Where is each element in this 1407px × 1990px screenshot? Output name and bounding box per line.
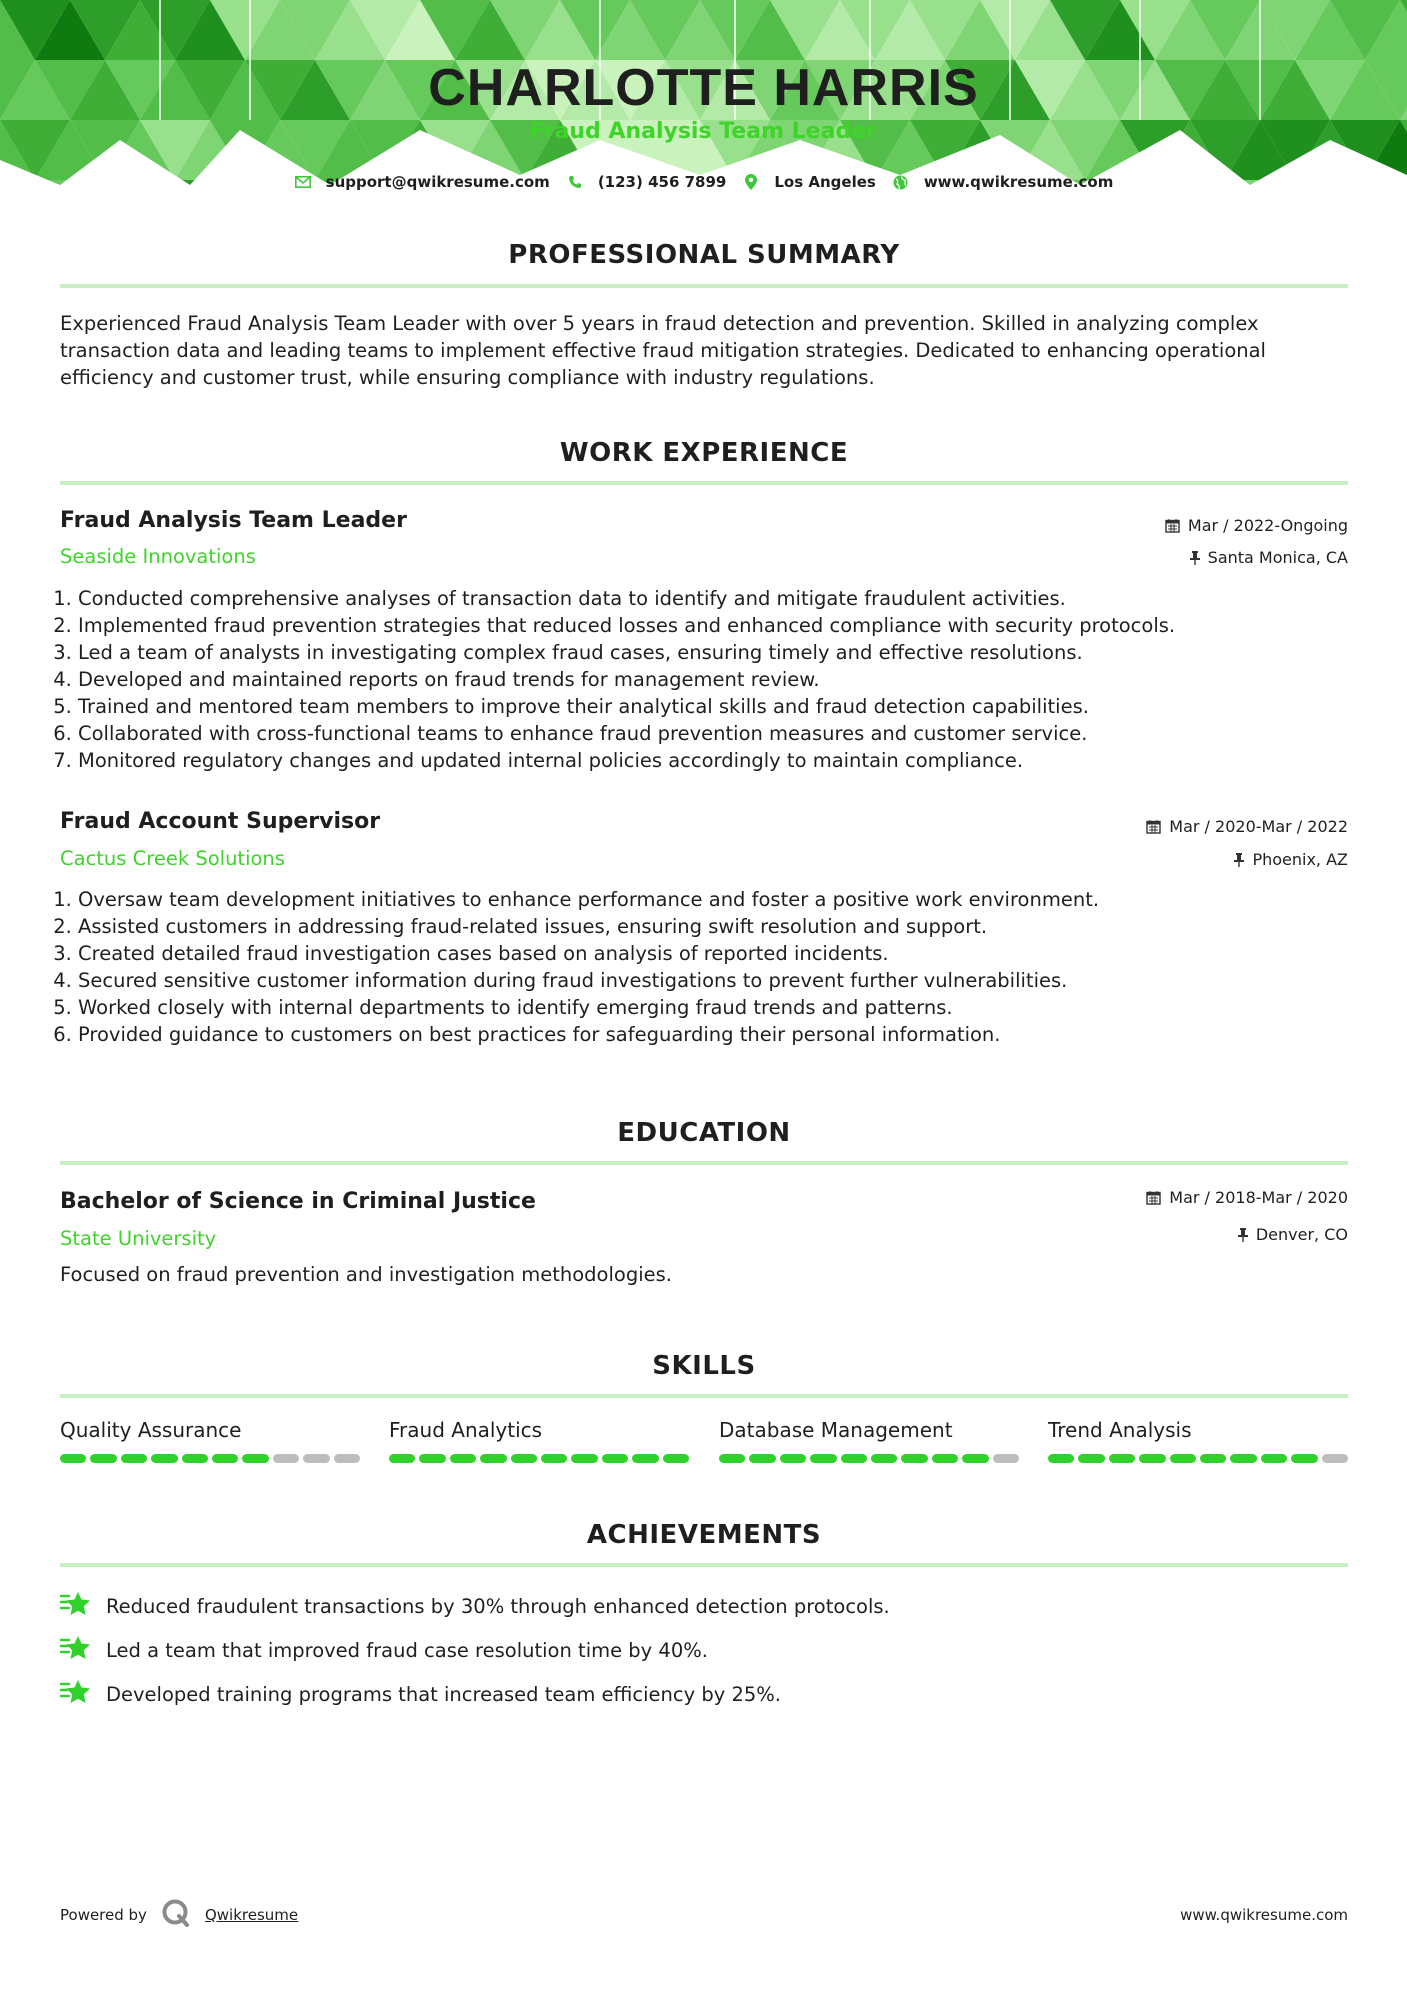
pushpin-icon [1234,853,1244,867]
pushpin-icon [1190,551,1200,565]
skill-segment-filled [419,1454,445,1463]
contact-website[interactable] [892,173,1114,191]
education-location [1238,1225,1348,1244]
footer-powered-by [60,1898,298,1932]
email-text: support@qwikresume.com [325,173,550,191]
skill-segment-filled [962,1454,988,1463]
skill-level-bar [719,1454,1019,1463]
list-item: 5. Trained and mentored team members to improve their analytical skills and fraud detection capabilities. [78,693,1348,720]
qwikresume-logo-icon [161,1898,191,1932]
job-dates [1146,817,1348,836]
list-item: 6. Provided guidance to customers on best practices for safeguarding their personal information. [78,1021,1348,1048]
school-name: State University [60,1227,217,1250]
skill-segment-filled [841,1454,867,1463]
skill-segment-filled [389,1454,415,1463]
phone-icon [566,173,584,191]
contact-bar [0,173,1407,191]
job-company: Seaside Innovations [60,545,256,568]
skill-segment-filled [511,1454,537,1463]
list-item: 6. Collaborated with cross-functional teams to enhance fraud prevention measures and customer service. [78,720,1348,747]
skill-item [719,1418,1019,1463]
candidate-role: Fraud Analysis Team Leader [530,119,877,144]
skill-level-bar [389,1454,689,1463]
skill-segment-filled [60,1454,86,1463]
summary-heading: PROFESSIONAL SUMMARY [508,240,900,270]
list-item: 3. Led a team of analysts in investigating complex fraud cases, ensuring timely and effective resolutions. [78,639,1348,666]
job-title: Fraud Account Supervisor [60,809,381,834]
skill-segment-filled [1291,1454,1317,1463]
list-item: 4. Developed and maintained reports on fraud trends for management review. [78,666,1348,693]
skill-segment-filled [632,1454,658,1463]
skill-segment-filled [602,1454,628,1463]
list-item: 2. Assisted customers in addressing fraud-related issues, ensuring swift resolution and support. [78,913,1348,940]
pushpin-icon [1238,1228,1248,1242]
job-dates-text: Mar / 2020-Mar / 2022 [1169,817,1348,836]
job-bullets [54,886,1348,1048]
education-dates [1146,1188,1348,1207]
experience-heading: WORK EXPERIENCE [559,438,849,468]
skill-segment-empty [303,1454,329,1463]
achievement-text: Led a team that improved fraud case resolution time by 40%. [106,1639,708,1662]
experience-divider [60,481,1348,485]
skill-segment-filled [242,1454,268,1463]
location-text: Los Angeles [774,173,876,191]
calendar-icon [1165,518,1180,533]
skill-segment-filled [1048,1454,1074,1463]
skill-level-bar [1048,1454,1348,1463]
skill-segment-filled [749,1454,775,1463]
achievements-divider [60,1563,1348,1567]
summary-divider [60,284,1348,288]
skill-segment-filled [1078,1454,1104,1463]
education-divider [60,1161,1348,1165]
star-icon [60,1634,92,1667]
job-location [1234,850,1348,869]
skill-segment-filled [480,1454,506,1463]
job-bullets [54,585,1348,774]
calendar-icon [1146,1190,1161,1205]
list-item: 5. Worked closely with internal departments to identify emerging fraud trends and patterns. [78,994,1348,1021]
skill-level-bar [60,1454,360,1463]
skill-segment-filled [90,1454,116,1463]
job-location [1190,548,1348,567]
qwikresume-link[interactable]: Qwikresume [204,1906,299,1924]
skill-segment-filled [1230,1454,1256,1463]
skill-segment-empty [334,1454,360,1463]
envelope-icon [294,173,312,191]
contact-email[interactable] [294,173,550,191]
skill-segment-filled [780,1454,806,1463]
skill-item [1048,1418,1348,1463]
education-description: Focused on fraud prevention and investigation methodologies. [60,1263,672,1286]
candidate-name: CHARLOTTE HARRIS [428,59,979,117]
achievement-text: Developed training programs that increased team efficiency by 25%. [106,1683,781,1706]
skill-segment-filled [571,1454,597,1463]
phone-text: (123) 456 7899 [597,173,727,191]
footer-website[interactable]: www.qwikresume.com [1180,1906,1348,1924]
achievements-heading: ACHIEVEMENTS [586,1520,822,1550]
skill-segment-filled [871,1454,897,1463]
skill-segment-empty [273,1454,299,1463]
skill-segment-filled [810,1454,836,1463]
skill-name: Trend Analysis [1048,1418,1192,1442]
list-item: 2. Implemented fraud prevention strategies that reduced losses and enhanced compliance with security protocols. [78,612,1348,639]
skill-segment-filled [212,1454,238,1463]
list-item: 1. Oversaw team development initiatives to enhance performance and foster a positive work environment. [78,886,1348,913]
job-company: Cactus Creek Solutions [60,847,285,870]
skill-segment-filled [901,1454,927,1463]
job-location-text: Phoenix, AZ [1252,850,1348,869]
skill-segment-filled [932,1454,958,1463]
achievement-text: Reduced fraudulent transactions by 30% through enhanced detection protocols. [106,1595,890,1618]
skills-divider [60,1394,1348,1398]
skill-segment-filled [182,1454,208,1463]
achievement-item [60,1634,708,1667]
contact-location [742,173,875,191]
skill-segment-filled [1261,1454,1287,1463]
powered-by-text: Powered by [60,1906,147,1924]
skill-segment-empty [1322,1454,1348,1463]
star-icon [60,1590,92,1623]
job-dates [1165,516,1348,535]
skill-item [60,1418,360,1463]
skill-segment-filled [1139,1454,1165,1463]
list-item: 1. Conducted comprehensive analyses of transaction data to identify and mitigate fraudulent activities. [78,585,1348,612]
skill-segment-filled [450,1454,476,1463]
website-text: www.qwikresume.com [923,173,1114,191]
skill-name: Quality Assurance [60,1418,242,1442]
achievement-item [60,1590,890,1623]
job-location-text: Santa Monica, CA [1207,548,1348,567]
skill-segment-filled [663,1454,689,1463]
star-icon [60,1678,92,1711]
skills-heading: SKILLS [652,1351,756,1381]
skill-item [389,1418,689,1463]
job-dates-text: Mar / 2022-Ongoing [1187,516,1348,535]
skill-segment-filled [121,1454,147,1463]
globe-icon [892,173,910,191]
education-dates-text: Mar / 2018-Mar / 2020 [1169,1188,1348,1207]
skill-segment-filled [719,1454,745,1463]
education-location-text: Denver, CO [1255,1225,1348,1244]
list-item: 7. Monitored regulatory changes and updated internal policies accordingly to maintain compliance. [78,747,1348,774]
achievement-item [60,1678,781,1711]
skill-segment-empty [993,1454,1019,1463]
map-pin-icon [742,173,760,191]
skill-segment-filled [541,1454,567,1463]
skill-segment-filled [1170,1454,1196,1463]
education-heading: EDUCATION [617,1118,791,1148]
contact-phone[interactable] [566,173,727,191]
job-title: Fraud Analysis Team Leader [60,508,407,533]
list-item: 3. Created detailed fraud investigation cases based on analysis of reported incidents. [78,940,1348,967]
skill-segment-filled [1200,1454,1226,1463]
summary-text: Experienced Fraud Analysis Team Leader with over 5 years in fraud detection and prevention. Skilled in analyzing complex transaction data and leading teams to implement effective fraud mitigation strategies. Dedicated to enhancing operational efficiency and customer trust, while ensuring compliance with industry regulations. [60,312,1266,389]
skill-segment-filled [1109,1454,1135,1463]
skill-name: Fraud Analytics [389,1418,543,1442]
list-item: 4. Secured sensitive customer information during fraud investigations to prevent further vulnerabilities. [78,967,1348,994]
calendar-icon [1146,819,1161,834]
degree-title: Bachelor of Science in Criminal Justice [60,1189,536,1214]
skill-name: Database Management [719,1418,953,1442]
skill-segment-filled [151,1454,177,1463]
